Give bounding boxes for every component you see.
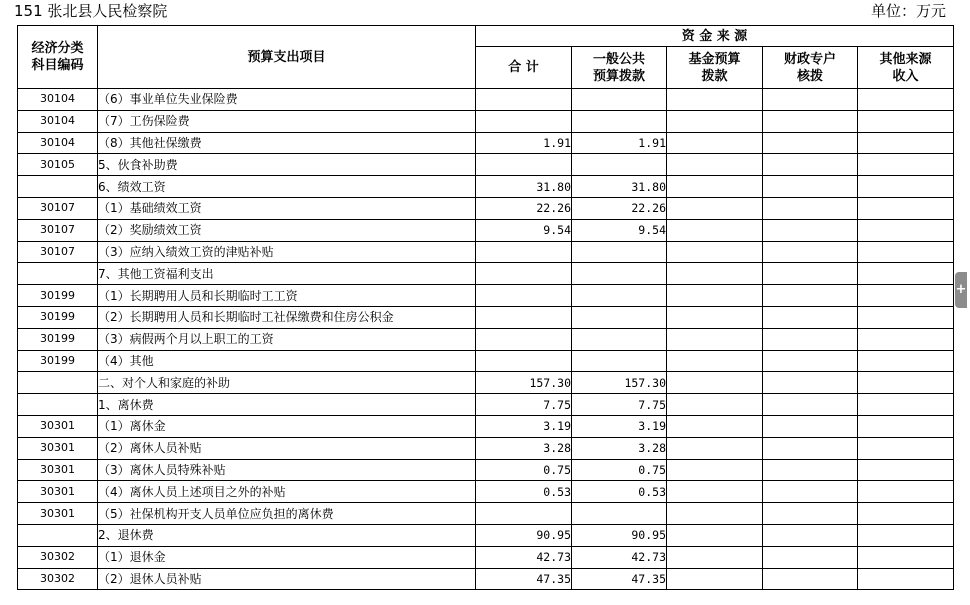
other-income-cell [858, 372, 954, 394]
general-budget-cell: 157.30 [572, 372, 667, 394]
table-row [18, 154, 954, 176]
item-cell: （3）离休人员特殊补贴 [98, 459, 476, 481]
fund-budget-cell [667, 306, 763, 328]
general-budget-cell: 22.26 [572, 197, 667, 219]
col-header-fund-budget: 基金预算 拨款 [667, 47, 763, 89]
table-row [18, 524, 954, 546]
item-cell: （6）事业单位失业保险费 [98, 89, 476, 111]
item-cell: （3）病假两个月以上职工的工资 [98, 328, 476, 350]
other-income-cell [858, 263, 954, 285]
general-budget-cell: 0.53 [572, 481, 667, 503]
col-header-general-budget: 一般公共 预算拨款 [572, 47, 667, 89]
code-cell: 30301 [18, 437, 98, 459]
unit-label: 单位：万元 [870, 2, 946, 20]
general-budget-cell [572, 241, 667, 263]
page-title: 151 张北县人民检察院 [14, 2, 168, 20]
general-budget-cell: 90.95 [572, 524, 667, 546]
special-finance-cell [763, 154, 858, 176]
special-finance-cell [763, 437, 858, 459]
table-row [18, 350, 954, 372]
special-finance-cell [763, 197, 858, 219]
code-cell: 30301 [18, 459, 98, 481]
fund-budget-cell [667, 546, 763, 568]
item-cell: （2）长期聘用人员和长期临时工社保缴费和住房公积金 [98, 306, 476, 328]
other-income-cell [858, 89, 954, 111]
code-cell [18, 263, 98, 285]
code-cell: 30302 [18, 546, 98, 568]
special-finance-cell [763, 219, 858, 241]
general-budget-cell [572, 306, 667, 328]
other-income-cell [858, 481, 954, 503]
fund-budget-cell [667, 154, 763, 176]
total-cell [476, 285, 572, 307]
other-income-cell [858, 219, 954, 241]
special-finance-cell [763, 459, 858, 481]
special-finance-cell [763, 524, 858, 546]
budget-table [17, 25, 954, 590]
other-income-cell [858, 328, 954, 350]
code-cell: 30199 [18, 350, 98, 372]
general-budget-cell [572, 503, 667, 525]
special-finance-cell [763, 306, 858, 328]
table-row [18, 546, 954, 568]
code-cell: 30199 [18, 306, 98, 328]
other-income-cell [858, 415, 954, 437]
item-cell: （1）离休金 [98, 415, 476, 437]
fund-budget-cell [667, 197, 763, 219]
fund-budget-cell [667, 350, 763, 372]
total-cell: 0.75 [476, 459, 572, 481]
special-finance-cell [763, 110, 858, 132]
other-income-cell [858, 437, 954, 459]
total-cell: 42.73 [476, 546, 572, 568]
general-budget-cell: 3.19 [572, 415, 667, 437]
fund-budget-cell [667, 415, 763, 437]
total-cell: 3.19 [476, 415, 572, 437]
general-budget-cell [572, 154, 667, 176]
table-row [18, 219, 954, 241]
table-row [18, 415, 954, 437]
special-finance-cell [763, 394, 858, 416]
table-row [18, 176, 954, 198]
special-finance-cell [763, 481, 858, 503]
total-cell [476, 241, 572, 263]
general-budget-cell: 7.75 [572, 394, 667, 416]
table-row [18, 241, 954, 263]
fund-budget-cell [667, 110, 763, 132]
item-cell: （8）其他社保缴费 [98, 132, 476, 154]
item-cell: 二、对个人和家庭的补助 [98, 372, 476, 394]
table-row [18, 306, 954, 328]
fund-budget-cell [667, 132, 763, 154]
table-body [18, 89, 954, 590]
code-cell: 30104 [18, 110, 98, 132]
col-header-other-income: 其他来源 收入 [858, 47, 954, 89]
total-cell: 90.95 [476, 524, 572, 546]
item-cell: （1）长期聘用人员和长期临时工工资 [98, 285, 476, 307]
code-cell [18, 176, 98, 198]
general-budget-cell [572, 350, 667, 372]
total-cell: 0.53 [476, 481, 572, 503]
other-income-cell [858, 132, 954, 154]
col-header-special-finance: 财政专户 核拨 [763, 47, 858, 89]
general-budget-cell: 0.75 [572, 459, 667, 481]
fund-budget-cell [667, 524, 763, 546]
special-finance-cell [763, 176, 858, 198]
fund-budget-cell [667, 328, 763, 350]
item-cell: （7）工伤保险费 [98, 110, 476, 132]
fund-budget-cell [667, 285, 763, 307]
item-cell: （5）社保机构开支人员单位应负担的离休费 [98, 503, 476, 525]
code-cell: 30302 [18, 568, 98, 590]
fund-budget-cell [667, 437, 763, 459]
total-cell: 7.75 [476, 394, 572, 416]
code-cell [18, 394, 98, 416]
table-row [18, 394, 954, 416]
general-budget-cell: 42.73 [572, 546, 667, 568]
code-cell: 30199 [18, 328, 98, 350]
total-cell: 3.28 [476, 437, 572, 459]
fund-budget-cell [667, 176, 763, 198]
table-row [18, 132, 954, 154]
table-row [18, 89, 954, 111]
item-cell: 7、其他工资福利支出 [98, 263, 476, 285]
total-cell [476, 110, 572, 132]
special-finance-cell [763, 568, 858, 590]
item-cell: （2）奖励绩效工资 [98, 219, 476, 241]
total-cell: 157.30 [476, 372, 572, 394]
code-cell: 30199 [18, 285, 98, 307]
code-cell: 30301 [18, 415, 98, 437]
table-row [18, 197, 954, 219]
general-budget-cell: 1.91 [572, 132, 667, 154]
col-header-item: 预算支出项目 [98, 26, 476, 89]
fund-budget-cell [667, 568, 763, 590]
other-income-cell [858, 524, 954, 546]
special-finance-cell [763, 241, 858, 263]
special-finance-cell [763, 263, 858, 285]
plus-icon: + [955, 282, 967, 297]
general-budget-cell [572, 285, 667, 307]
other-income-cell [858, 568, 954, 590]
total-cell: 9.54 [476, 219, 572, 241]
fund-budget-cell [667, 481, 763, 503]
general-budget-cell: 3.28 [572, 437, 667, 459]
item-cell: 2、退休费 [98, 524, 476, 546]
table-row [18, 568, 954, 590]
other-income-cell [858, 176, 954, 198]
special-finance-cell [763, 372, 858, 394]
total-cell [476, 350, 572, 372]
code-cell [18, 524, 98, 546]
total-cell [476, 154, 572, 176]
other-income-cell [858, 154, 954, 176]
special-finance-cell [763, 132, 858, 154]
special-finance-cell [763, 285, 858, 307]
fund-budget-cell [667, 394, 763, 416]
item-cell: （1）基础绩效工资 [98, 197, 476, 219]
code-cell: 30107 [18, 219, 98, 241]
total-cell [476, 263, 572, 285]
item-cell: 1、离休费 [98, 394, 476, 416]
col-header-code: 经济分类 科目编码 [18, 26, 98, 89]
total-cell: 31.80 [476, 176, 572, 198]
total-cell: 47.35 [476, 568, 572, 590]
general-budget-cell: 47.35 [572, 568, 667, 590]
other-income-cell [858, 546, 954, 568]
item-cell: 5、伙食补助费 [98, 154, 476, 176]
special-finance-cell [763, 415, 858, 437]
other-income-cell [858, 110, 954, 132]
fund-budget-cell [667, 241, 763, 263]
item-cell: 6、绩效工资 [98, 176, 476, 198]
other-income-cell [858, 350, 954, 372]
table-row [18, 328, 954, 350]
general-budget-cell [572, 89, 667, 111]
total-cell: 1.91 [476, 132, 572, 154]
special-finance-cell [763, 350, 858, 372]
fund-budget-cell [667, 503, 763, 525]
code-cell: 30104 [18, 89, 98, 111]
code-cell: 30301 [18, 503, 98, 525]
fund-budget-cell [667, 372, 763, 394]
table-row [18, 503, 954, 525]
special-finance-cell [763, 546, 858, 568]
fund-budget-cell [667, 459, 763, 481]
item-cell: （4）其他 [98, 350, 476, 372]
item-cell: （2）离休人员补贴 [98, 437, 476, 459]
expand-tab[interactable] [955, 272, 967, 308]
total-cell [476, 89, 572, 111]
code-cell: 30107 [18, 241, 98, 263]
special-finance-cell [763, 328, 858, 350]
code-cell [18, 372, 98, 394]
fund-budget-cell [667, 219, 763, 241]
total-cell: 22.26 [476, 197, 572, 219]
item-cell: （3）应纳入绩效工资的津贴补贴 [98, 241, 476, 263]
other-income-cell [858, 503, 954, 525]
table-row [18, 459, 954, 481]
special-finance-cell [763, 89, 858, 111]
total-cell [476, 503, 572, 525]
col-header-funding-source: 资 金 来 源 [476, 26, 954, 47]
other-income-cell [858, 459, 954, 481]
general-budget-cell [572, 328, 667, 350]
code-cell: 30105 [18, 154, 98, 176]
table-row [18, 285, 954, 307]
special-finance-cell [763, 503, 858, 525]
other-income-cell [858, 285, 954, 307]
table-row [18, 110, 954, 132]
general-budget-cell: 31.80 [572, 176, 667, 198]
fund-budget-cell [667, 89, 763, 111]
code-cell: 30301 [18, 481, 98, 503]
table-row [18, 481, 954, 503]
col-header-total: 合 计 [476, 47, 572, 89]
other-income-cell [858, 394, 954, 416]
table-row [18, 263, 954, 285]
item-cell: （2）退休人员补贴 [98, 568, 476, 590]
table-row [18, 437, 954, 459]
general-budget-cell [572, 263, 667, 285]
other-income-cell [858, 241, 954, 263]
code-cell: 30104 [18, 132, 98, 154]
total-cell [476, 328, 572, 350]
general-budget-cell [572, 110, 667, 132]
total-cell [476, 306, 572, 328]
general-budget-cell: 9.54 [572, 219, 667, 241]
fund-budget-cell [667, 263, 763, 285]
table-row [18, 372, 954, 394]
item-cell: （4）离休人员上述项目之外的补贴 [98, 481, 476, 503]
other-income-cell [858, 306, 954, 328]
other-income-cell [858, 197, 954, 219]
item-cell: （1）退休金 [98, 546, 476, 568]
code-cell: 30107 [18, 197, 98, 219]
